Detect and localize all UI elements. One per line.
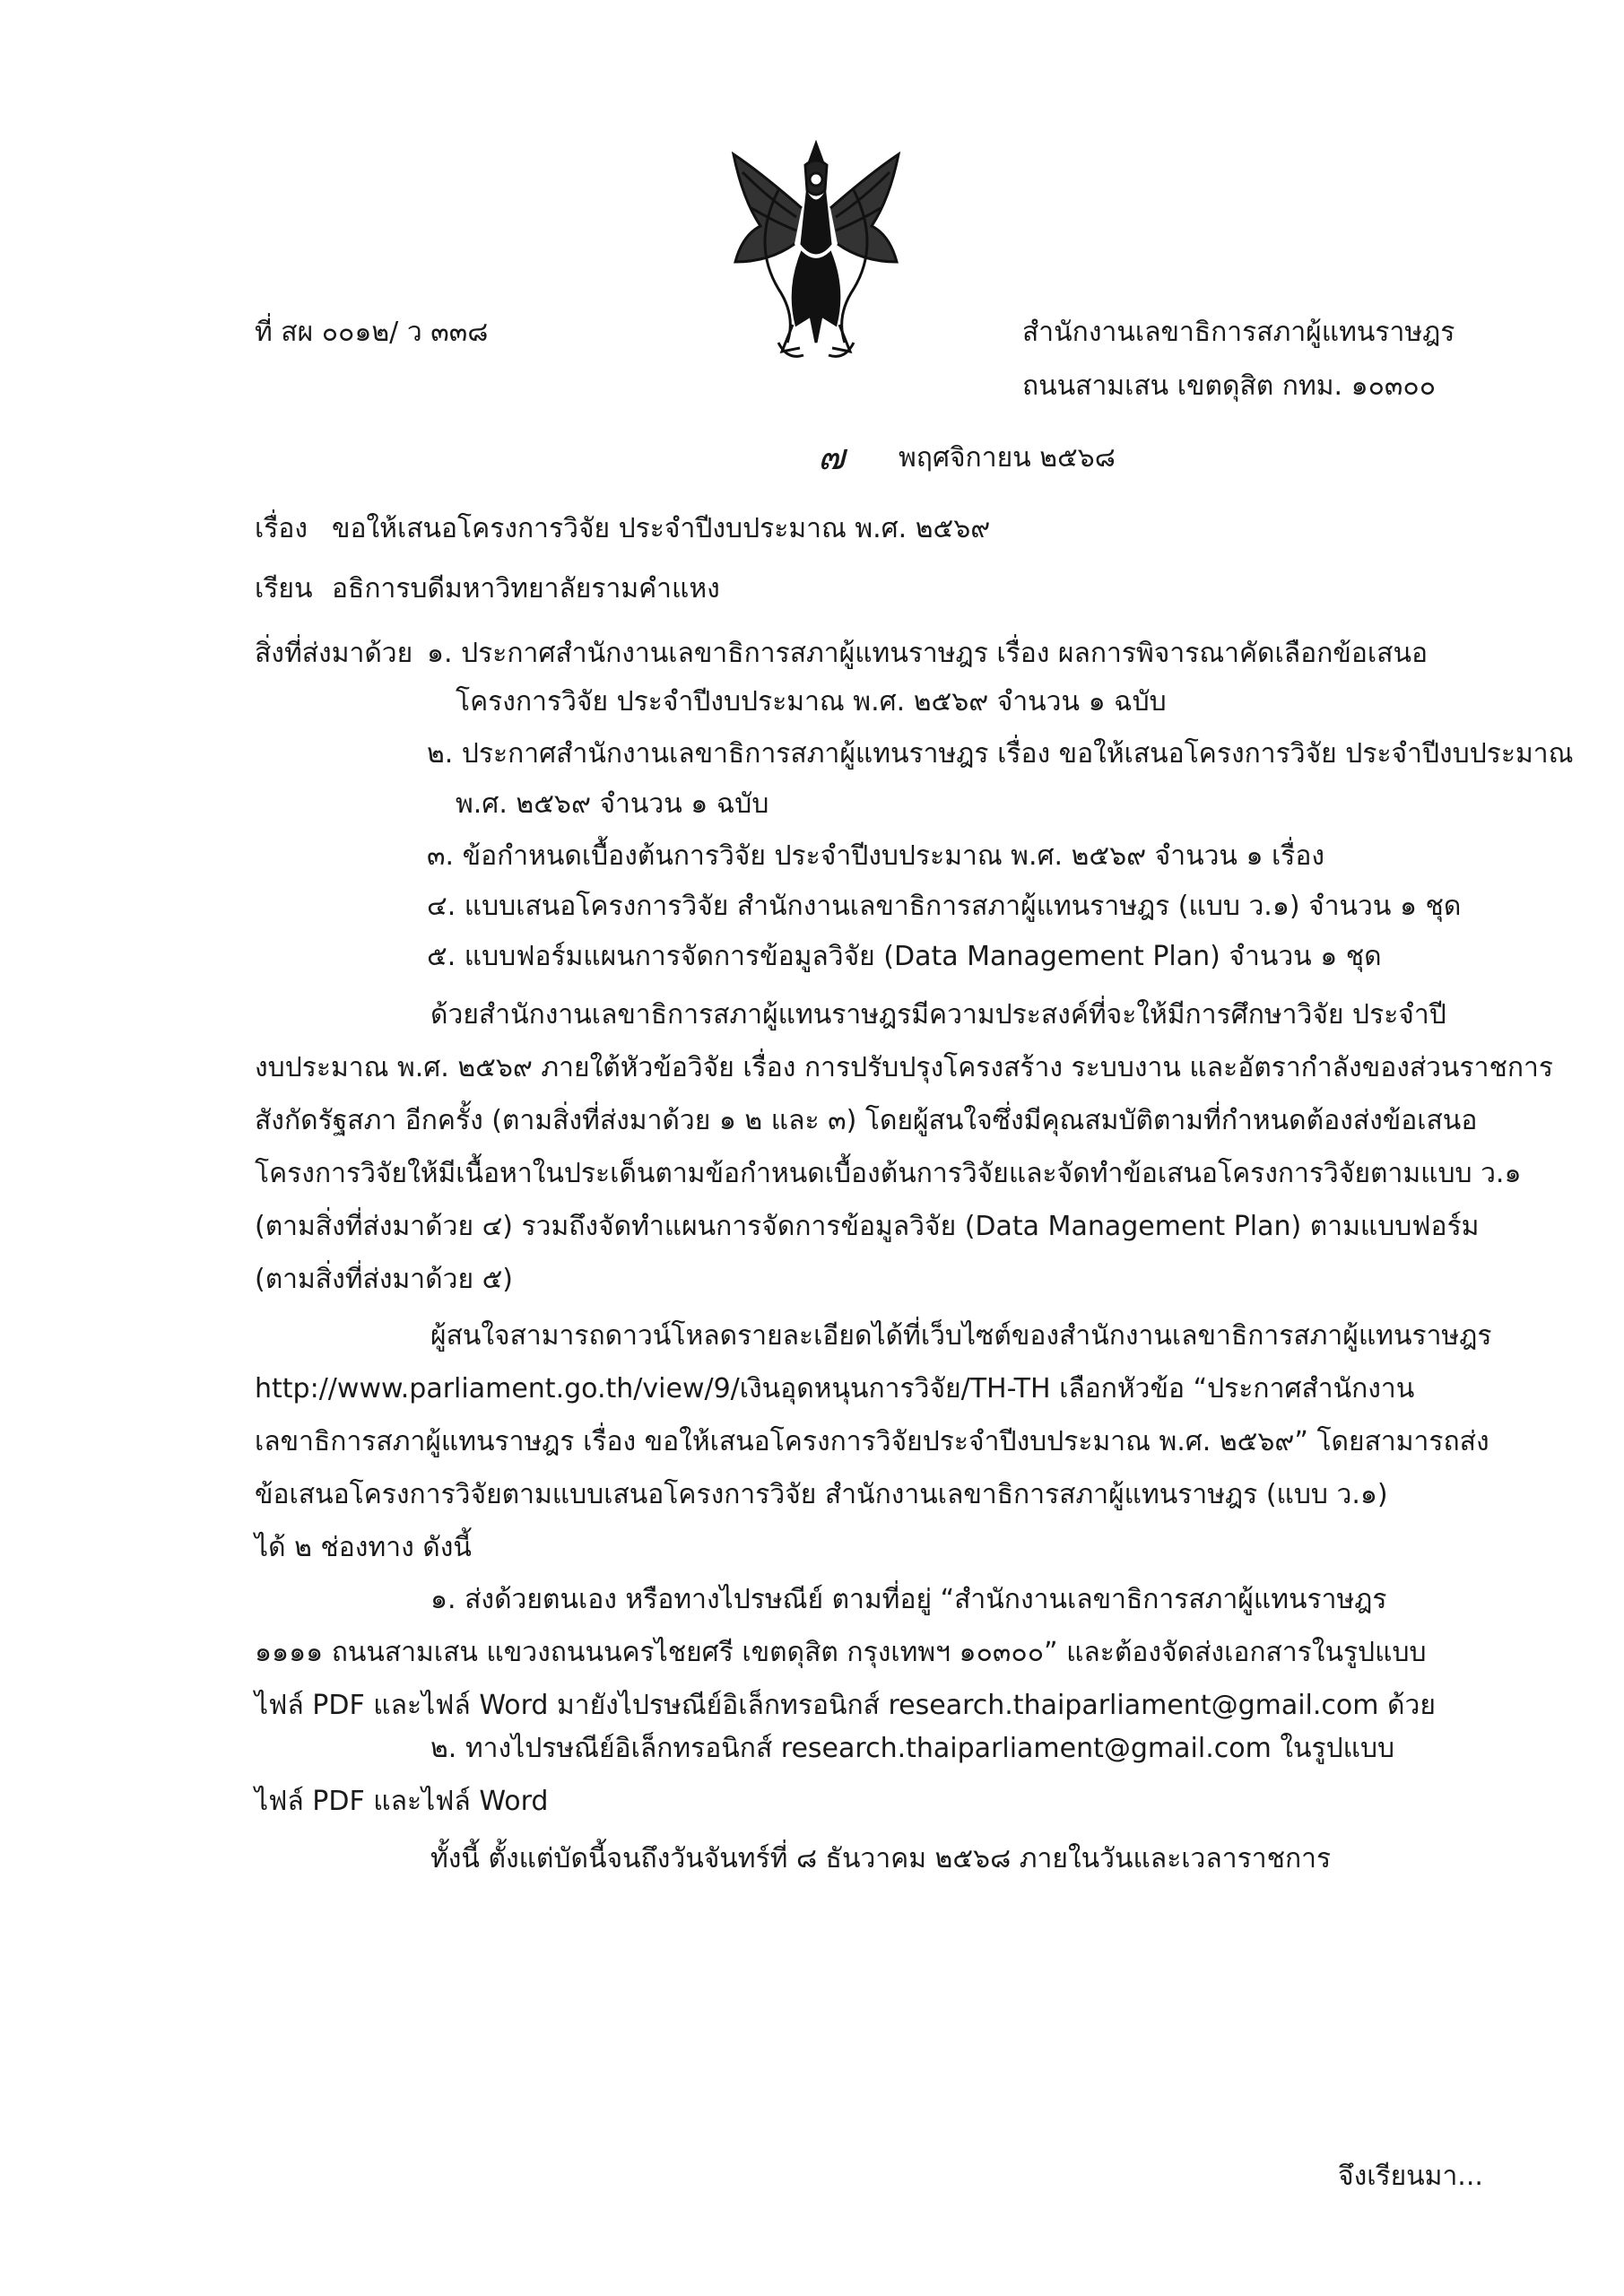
- text-line: ไฟล์ PDF และไฟล์ Word: [255, 1786, 549, 1817]
- text-line: โครงการวิจัยให้มีเนื้อหาในประเด็นตามข้อกำหนดเบื้องต้นการวิจัยและจัดทำข้อเสนอโครงการวิจัยตามแบบ ว.๑: [255, 1158, 1522, 1189]
- deadline-text: ทั้งนี้ ตั้งแต่บัดนี้จนถึงวันจันทร์ที่ ๘ ธันวาคม ๒๕๖๘ ภายในวันและเวลาราชการ: [430, 1843, 1332, 1874]
- text-line: ไฟล์ PDF และไฟล์ Word มายังไปรษณีย์อิเล็กทรอนิกส์ research.thaiparliament@gmail.com ด้วย: [255, 1690, 1436, 1721]
- text-line: (ตามสิ่งที่ส่งมาด้วย ๕): [255, 1264, 513, 1295]
- organization-name: สำนักงานเลขาธิการสภาผู้แทนราษฎร: [1022, 317, 1455, 348]
- text-line: เลขาธิการสภาผู้แทนราษฎร เรื่อง ขอให้เสนอโครงการวิจัยประจำปีงบประมาณ พ.ศ. ๒๕๖๙” โดยสามารถส่ง: [255, 1426, 1489, 1457]
- list-item: ๑. ประกาศสำนักงานเลขาธิการสภาผู้แทนราษฎร เรื่อง ผลการพิจารณาคัดเลือกข้อเสนอ: [427, 638, 1428, 669]
- subject-label: เรื่อง: [255, 513, 308, 544]
- website-link[interactable]: http://www.parliament.go.th/view/9/เงินอุดหนุนการวิจัย/TH-TH เลือกหัวข้อ “ประกาศสำนักงาน: [255, 1373, 1415, 1405]
- text-line: (ตามสิ่งที่ส่งมาด้วย ๔) รวมถึงจัดทำแผนการจัดการข้อมูลวิจัย (Data Management Plan) ตามแบบฟอร์ม: [255, 1211, 1480, 1242]
- text-line: ได้ ๒ ช่องทาง ดังนี้: [255, 1532, 472, 1563]
- text-line: ๑. ส่งด้วยตนเอง หรือทางไปรษณีย์ ตามที่อยู่ “สำนักงานเลขาธิการสภาผู้แทนราษฎร: [430, 1584, 1387, 1615]
- list-item: ๒. ประกาศสำนักงานเลขาธิการสภาผู้แทนราษฎร เรื่อง ขอให้เสนอโครงการวิจัย ประจำปีงบประมาณ: [427, 738, 1574, 770]
- text-line: ข้อเสนอโครงการวิจัยตามแบบเสนอโครงการวิจัย สำนักงานเลขาธิการสภาผู้แทนราษฎร (แบบ ว.๑): [255, 1479, 1388, 1510]
- list-item: ๕. แบบฟอร์มแผนการจัดการข้อมูลวิจัย (Data Management Plan) จำนวน ๑ ชุด: [427, 941, 1382, 972]
- text-line: สังกัดรัฐสภา อีกครั้ง (ตามสิ่งที่ส่งมาด้วย ๑ ๒ และ ๓) โดยผู้สนใจซึ่งมีคุณสมบัติตามที่กำหนดต้องส่งข้อเสนอ: [255, 1105, 1478, 1136]
- subject-text: ขอให้เสนอโครงการวิจัย ประจำปีงบประมาณ พ.ศ. ๒๕๖๙: [332, 513, 991, 544]
- body-paragraph-1: [255, 988, 1553, 1306]
- list-item: พ.ศ. ๒๕๖๙ จำนวน ๑ ฉบับ: [456, 788, 769, 820]
- text-line: ๑๑๑๑ ถนนสามเสน แขวงถนนนครไชยศรี เขตดุสิต กรุงเทพฯ ๑๐๓๐๐” และต้องจัดส่งเอกสารในรูปแบบ: [255, 1637, 1427, 1668]
- reference-number: ที่ สผ ๐๐๑๒/ ว ๓๓๘: [255, 317, 489, 348]
- enclosures-label: สิ่งที่ส่งมาด้วย: [255, 638, 413, 669]
- text-line: ด้วยสำนักงานเลขาธิการสภาผู้แทนราษฎรมีความประสงค์ที่จะให้มีการศึกษาวิจัย ประจำปี: [430, 999, 1446, 1031]
- body-paragraph-2: [255, 1309, 1492, 1574]
- text-line: ผู้สนใจสามารถดาวน์โหลดรายละเอียดได้ที่เว็บไซต์ของสำนักงานเลขาธิการสภาผู้แทนราษฎร: [430, 1320, 1492, 1352]
- garuda-emblem-icon: [725, 136, 908, 370]
- submission-channel-1: [255, 1573, 1474, 1732]
- organization-address: ถนนสามเสน เขตดุสิต กทม. ๑๐๓๐๐: [1022, 370, 1437, 402]
- text-line: ๒. ทางไปรษณีย์อิเล็กทรอนิกส์ research.thaiparliament@gmail.com ในรูปแบบ: [430, 1733, 1395, 1764]
- to-text: อธิการบดีมหาวิทยาลัยรามคำแหง: [332, 573, 720, 604]
- list-item: โครงการวิจัย ประจำปีงบประมาณ พ.ศ. ๒๕๖๙ จำนวน ๑ ฉบับ: [456, 686, 1167, 718]
- list-item: ๓. ข้อกำหนดเบื้องต้นการวิจัย ประจำปีงบประมาณ พ.ศ. ๒๕๖๙ จำนวน ๑ เรื่อง: [427, 840, 1325, 872]
- date-day-handwritten: ๗: [818, 437, 846, 478]
- continued-marker: จึงเรียนมา...: [1338, 2161, 1483, 2192]
- text-line: งบประมาณ พ.ศ. ๒๕๖๙ ภายใต้หัวข้อวิจัย เรื่อง การปรับปรุงโครงสร้าง ระบบงาน และอัตรากำลังของส่วนราชการ: [255, 1052, 1553, 1083]
- to-label: เรียน: [255, 573, 313, 604]
- date-month-year: พฤศจิกายน ๒๕๖๘: [899, 442, 1116, 474]
- list-item: ๔. แบบเสนอโครงการวิจัย สำนักงานเลขาธิการสภาผู้แทนราษฎร (แบบ ว.๑) จำนวน ๑ ชุด: [427, 891, 1462, 922]
- submission-channel-2: [255, 1722, 1474, 1828]
